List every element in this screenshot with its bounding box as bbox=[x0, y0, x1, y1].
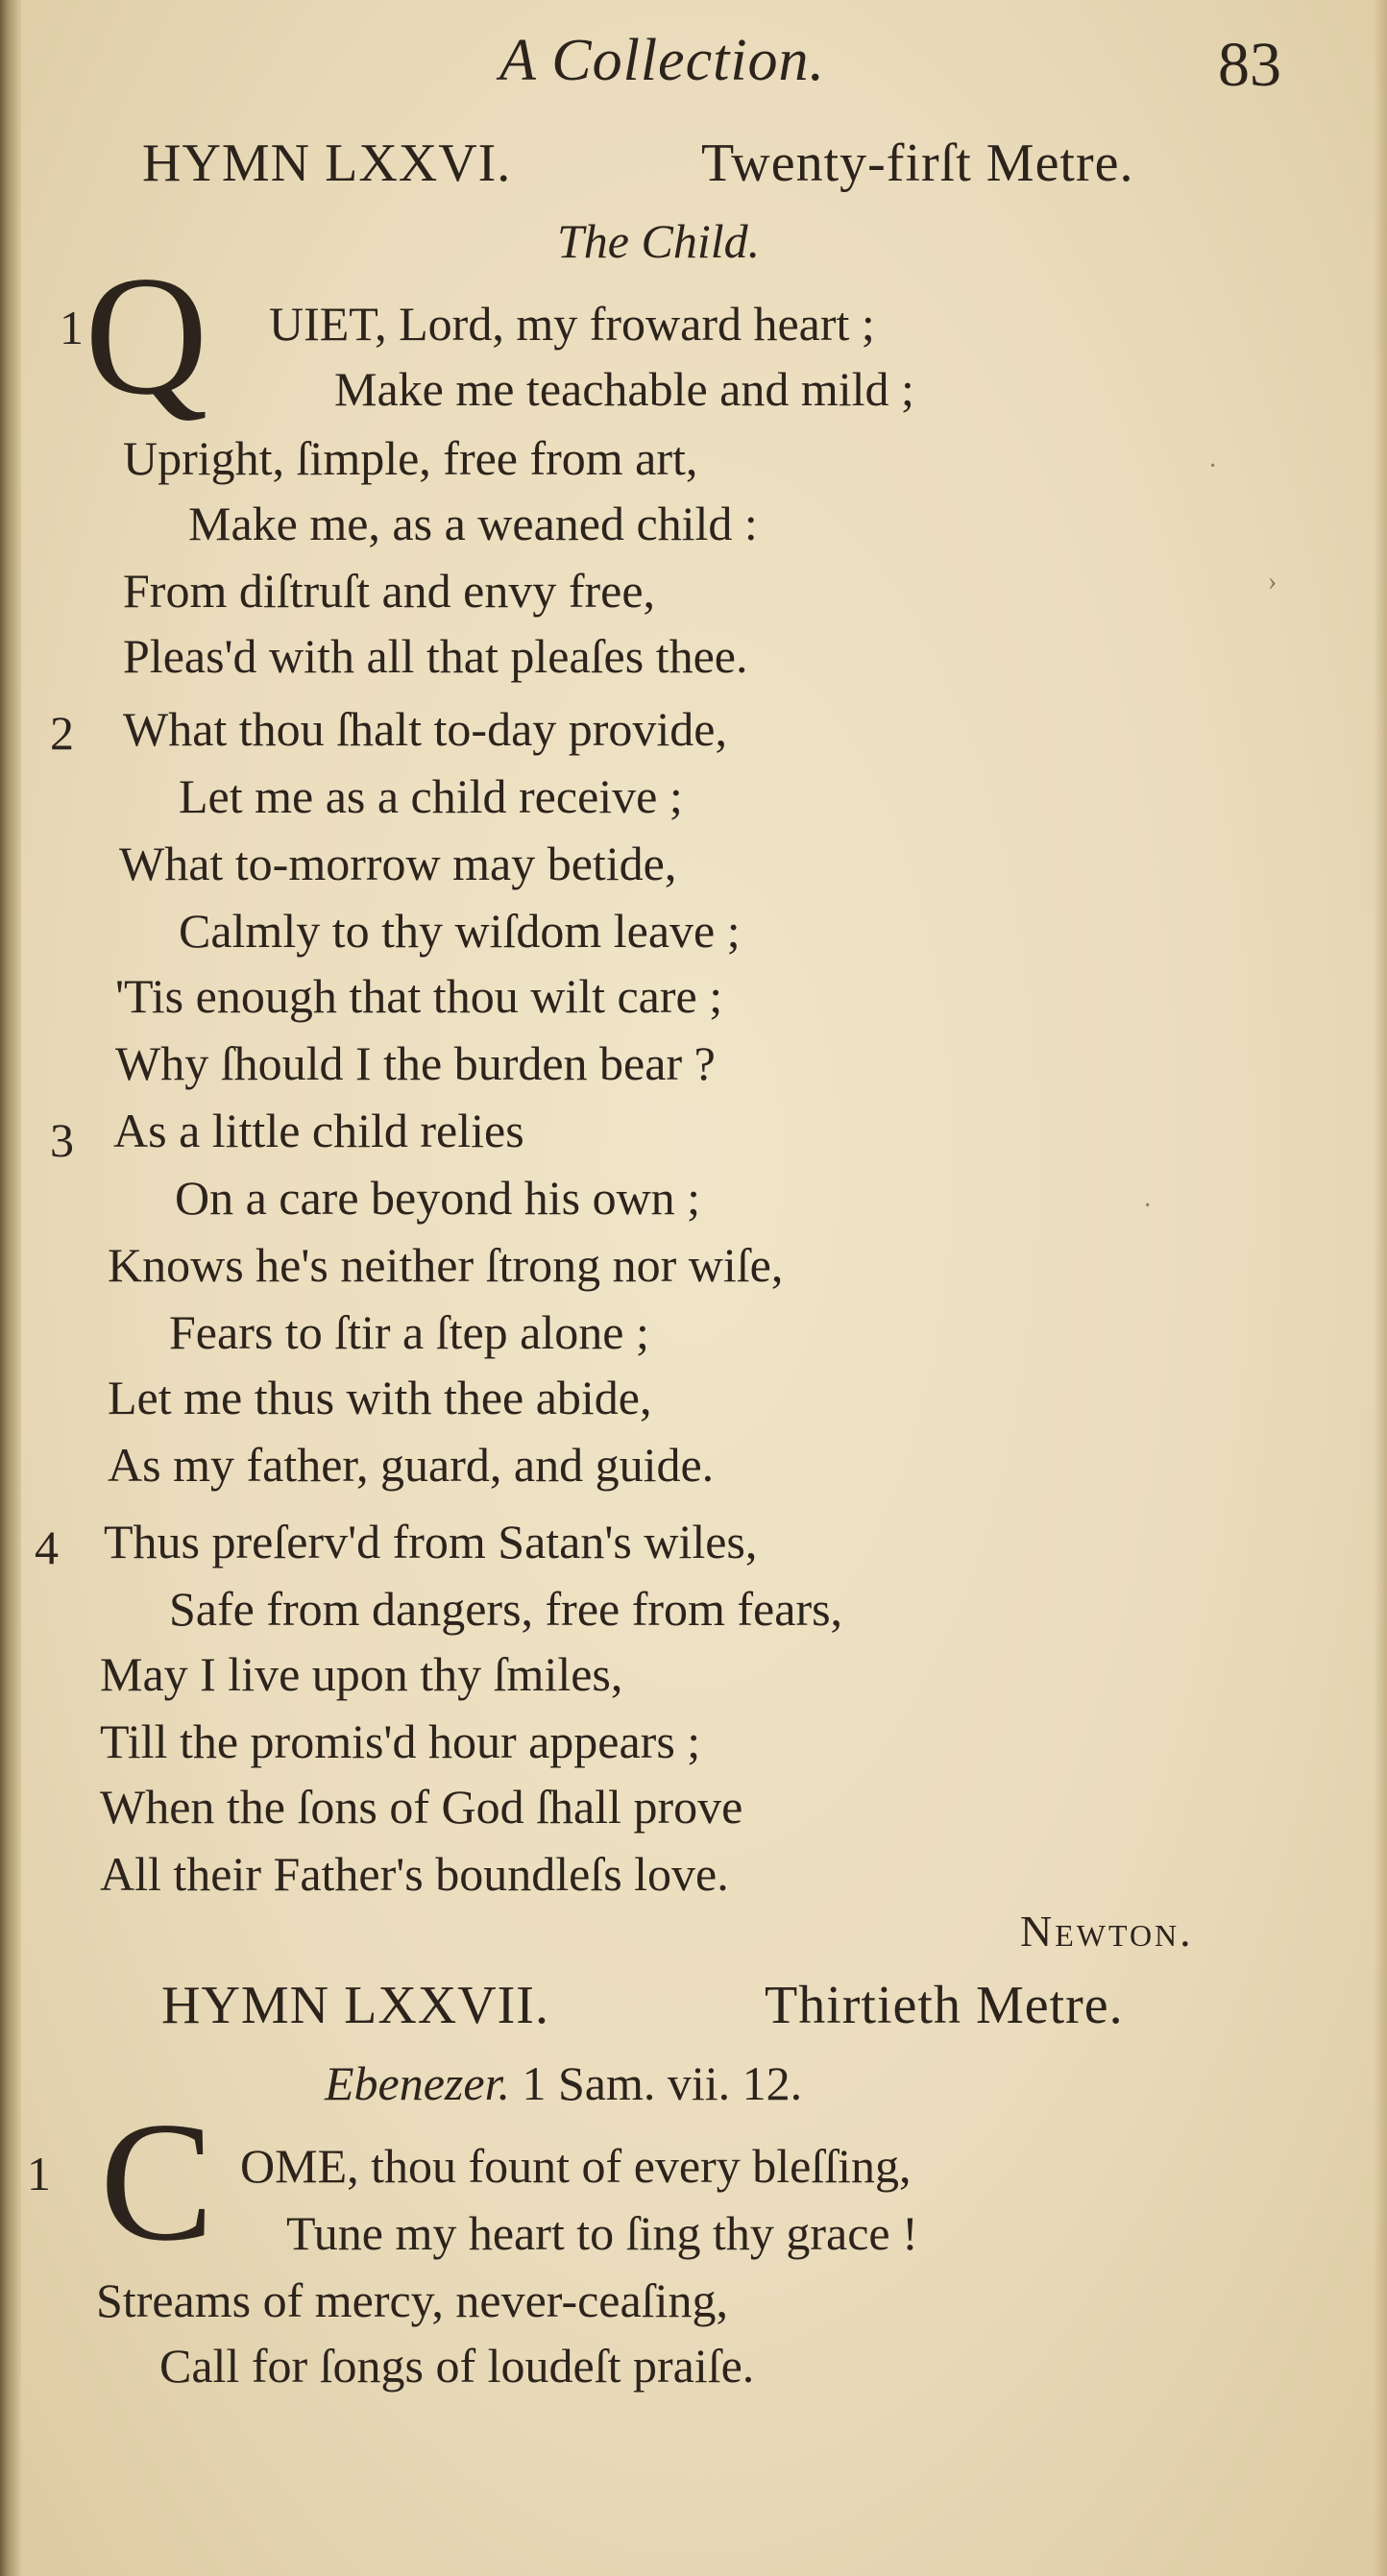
verse-line: On a care beyond his own ; bbox=[175, 1171, 701, 1225]
hymn-author: Newton. bbox=[1020, 1907, 1194, 1956]
verse-line: What thou ſhalt to-day provide, bbox=[123, 702, 728, 756]
verse-line: Knows he's neither ſtrong nor wiſe, bbox=[108, 1238, 784, 1292]
scripture-reference: 1 Sam. vii. 12. bbox=[522, 2056, 803, 2110]
verse-line: Pleas'd with all that pleaſes thee. bbox=[123, 629, 748, 683]
verse-line: Tune my heart to ſing thy grace ! bbox=[286, 2206, 918, 2260]
page-gutter-shadow bbox=[0, 0, 21, 2576]
ink-speck: › bbox=[1268, 567, 1278, 596]
hymn-title: HYMN LXXVII. bbox=[161, 1976, 549, 2035]
verse-line: 'Tis enough that thou wilt care ; bbox=[115, 969, 723, 1023]
drop-cap: Q bbox=[85, 240, 208, 430]
verse-line: Thus preſerv'd from Satan's wiles, bbox=[104, 1515, 758, 1568]
hymn-metre: Twenty-firſt Metre. bbox=[701, 134, 1134, 193]
verse-line: Calmly to thy wiſdom leave ; bbox=[179, 904, 741, 958]
ink-speck: · bbox=[1208, 451, 1218, 481]
verse-line: When the ſons of God ſhall prove bbox=[100, 1780, 743, 1834]
verse-line: Till the promis'd hour appears ; bbox=[100, 1714, 701, 1768]
verse-number: 3 bbox=[50, 1113, 74, 1167]
verse-line: Streams of mercy, never-ceaſing, bbox=[96, 2273, 728, 2327]
verse-number: 1 bbox=[27, 2147, 51, 2200]
ink-speck: · bbox=[1143, 1191, 1153, 1221]
verse-number: 1 bbox=[60, 301, 84, 354]
verse-line: From diſtruſt and envy free, bbox=[123, 564, 656, 618]
verse-line: What to-morrow may betide, bbox=[119, 837, 677, 890]
verse-line: Let me as a child receive ; bbox=[179, 769, 683, 823]
verse-line: All their Father's boundleſs love. bbox=[100, 1847, 729, 1901]
verse-line: As my father, guard, and guide. bbox=[108, 1438, 715, 1492]
verse-line: Call for ſongs of loudeſt praiſe. bbox=[159, 2339, 755, 2393]
verse-number: 4 bbox=[35, 1520, 59, 1574]
verse-line: Fears to ſtir a ſtep alone ; bbox=[169, 1305, 649, 1359]
verse-line: As a little child relies bbox=[113, 1104, 524, 1157]
verse-line: Make me, as a weaned child : bbox=[188, 497, 758, 550]
page-number: 83 bbox=[1218, 30, 1281, 100]
verse-line: OME, thou fount of every bleſſing, bbox=[240, 2139, 912, 2193]
hymn-subtitle-title: Ebenezer. bbox=[325, 2056, 510, 2110]
verse-line: May I live upon thy ſmiles, bbox=[100, 1647, 623, 1701]
hymn-subtitle: The Child. bbox=[557, 214, 761, 268]
verse-line: Make me teachable and mild ; bbox=[334, 362, 914, 416]
page-edge-shadow bbox=[1374, 0, 1387, 2576]
verse-line: Safe from dangers, free from fears, bbox=[169, 1582, 843, 1636]
running-head: A Collection. bbox=[499, 28, 826, 93]
hymn-title: HYMN LXXVI. bbox=[142, 134, 512, 193]
hymn-metre: Thirtieth Metre. bbox=[765, 1976, 1124, 2035]
verse-line: UIET, Lord, my froward heart ; bbox=[269, 297, 875, 351]
verse-line: Why ſhould I the burden bear ? bbox=[115, 1036, 716, 1090]
verse-number: 2 bbox=[50, 706, 74, 760]
verse-line: Let me thus with thee abide, bbox=[108, 1371, 652, 1424]
hymn-subtitle bbox=[325, 2055, 802, 2111]
drop-cap: C bbox=[100, 2086, 214, 2276]
verse-line: Upright, ſimple, free from art, bbox=[123, 431, 698, 485]
